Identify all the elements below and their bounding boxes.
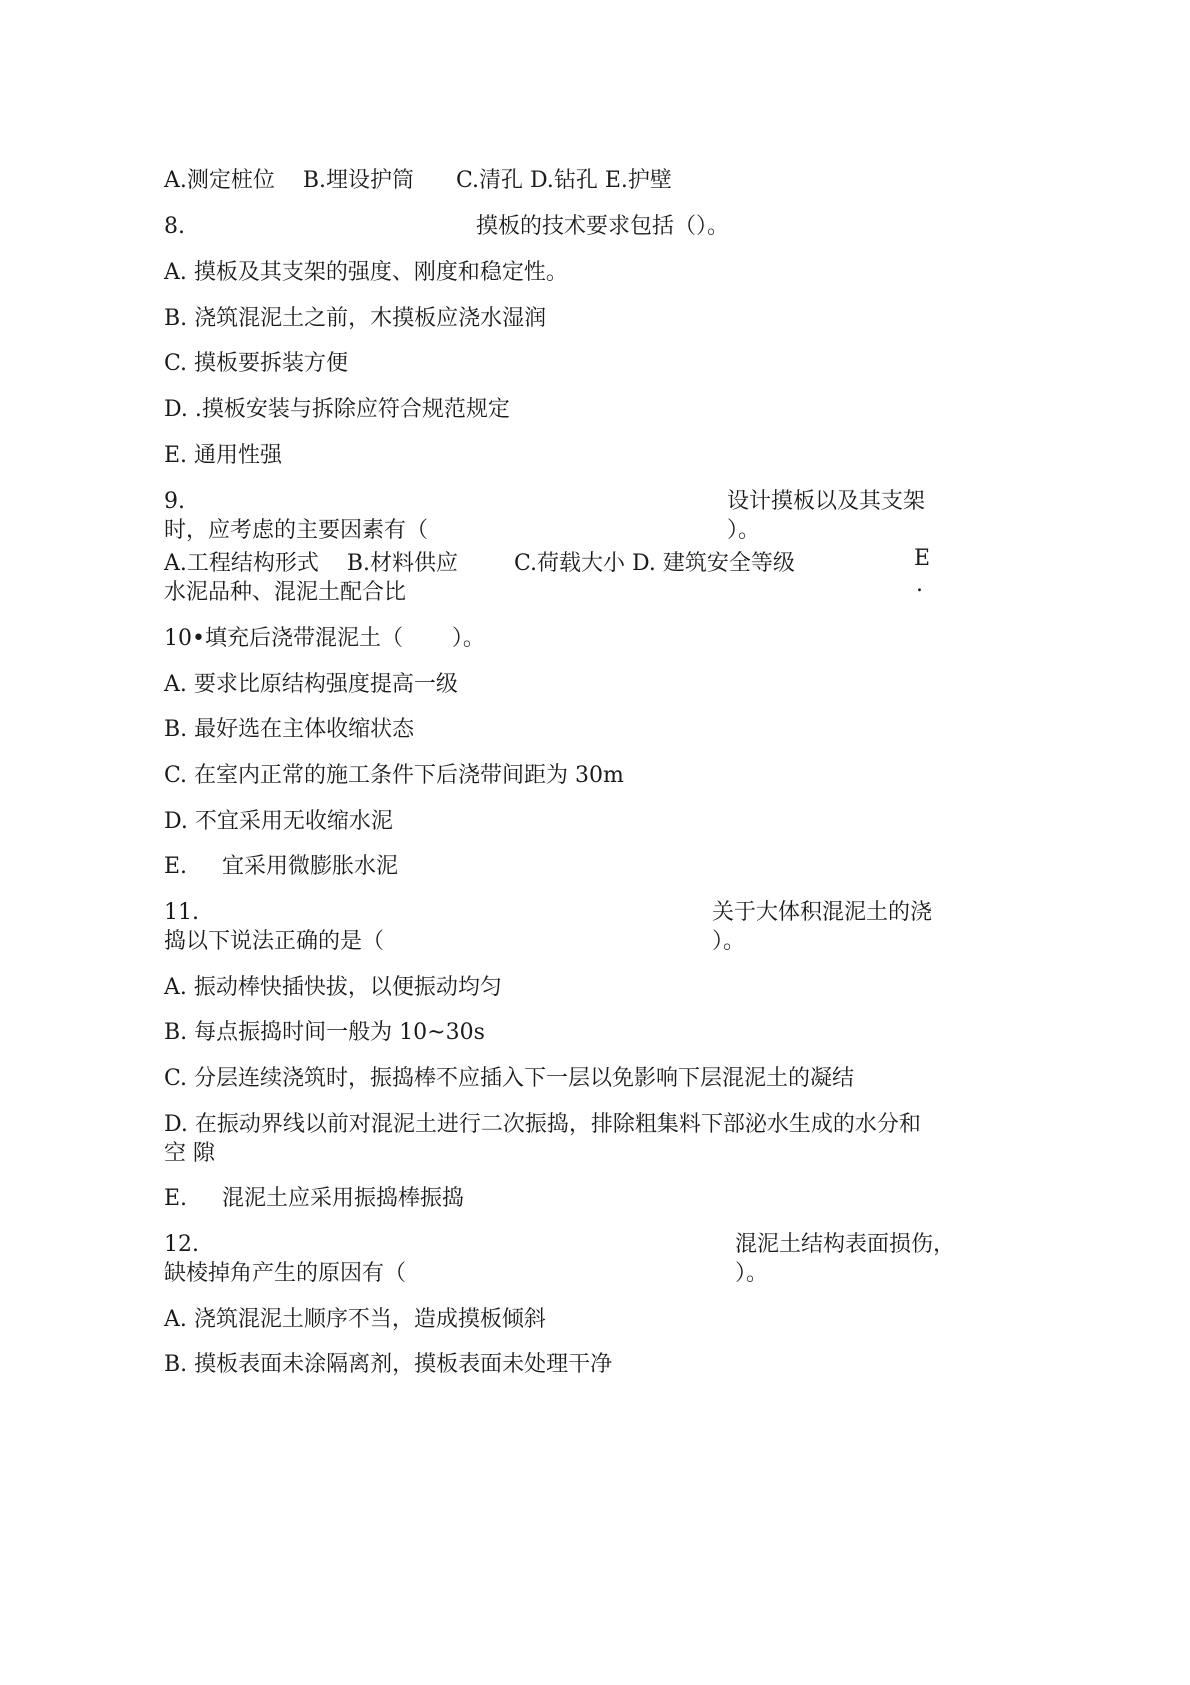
q12-stem-part2: 缺棱掉角产生的原因有（ [164, 1261, 407, 1286]
q9-stem-part2: 时，应考虑的主要因素有（ [164, 518, 429, 543]
q9-option-e-letter: E [914, 546, 931, 571]
q9-number: 9. [164, 489, 185, 514]
q11-option-d-continued: 空 隙 [164, 1141, 215, 1166]
q10-stem: 10•填充后浇带混泥土（ ）。 [164, 626, 485, 651]
q8-option-a: A. 摸板及其支架的强度、刚度和稳定性。 [164, 260, 568, 285]
q11-option-e: E. 混泥土应采用振捣棒振捣 [164, 1186, 465, 1211]
q11-number: 11. [164, 900, 199, 925]
q11-option-d: D. 在振动界线以前对混泥土进行二次振捣，排除粗集料下部泌水生成的水分和 [164, 1112, 921, 1137]
q9-stem-part1: 设计摸板以及其支架 [727, 489, 926, 514]
q9-option-e-dot: . [916, 572, 923, 597]
q11-option-c: C. 分层连续浇筑时，振捣棒不应插入下一层以免影响下层混泥土的凝结 [164, 1066, 855, 1091]
q8-option-b: B. 浇筑混泥土之前，木摸板应浇水湿润 [164, 306, 547, 331]
q8-option-e: E. 通用性强 [164, 443, 283, 468]
q9-stem-close: ）。 [727, 518, 761, 543]
q9-options-line1: A.工程结构形式 B.材料供应 C.荷载大小 D. 建筑安全等级 [164, 551, 795, 576]
q10-option-b: B. 最好选在主体收缩状态 [164, 717, 415, 742]
q11-stem-part2: 捣以下说法正确的是（ [164, 929, 385, 954]
q12-number: 12. [164, 1232, 199, 1257]
q12-option-b: B. 摸板表面未涂隔离剂，摸板表面未处理干净 [164, 1352, 613, 1377]
q10-option-a: A. 要求比原结构强度提高一级 [164, 672, 458, 697]
q10-option-c: C. 在室内正常的施工条件下后浇带间距为 30m [164, 763, 624, 788]
q8-number: 8. [164, 214, 185, 239]
q12-stem-close: ）。 [735, 1261, 769, 1286]
q11-option-b: B. 每点振捣时间一般为 10~30s [164, 1020, 485, 1045]
q11-stem-close: ）。 [712, 929, 746, 954]
q7-options: A.测定桩位 B.埋设护筒 C.清孔 D.钻孔 E.护壁 [164, 168, 672, 193]
q8-option-d: D. .摸板安装与拆除应符合规范规定 [164, 397, 510, 422]
q10-option-e: E. 宜采用微膨胀水泥 [164, 854, 399, 879]
q11-stem-part1: 关于大体积混泥土的浇 [712, 900, 933, 925]
q10-option-d: D. 不宜采用无收缩水泥 [164, 809, 393, 834]
q12-option-a: A. 浇筑混泥土顺序不当，造成摸板倾斜 [164, 1307, 546, 1332]
q11-option-a: A. 振动棒快插快拔，以便振动均匀 [164, 975, 502, 1000]
q12-stem-part1: 混泥土结构表面损伤， [735, 1232, 956, 1257]
q9-options-line2: 水泥品种、混泥土配合比 [164, 580, 407, 605]
q8-option-c: C. 摸板要拆装方便 [164, 351, 349, 376]
q8-stem: 摸板的技术要求包括（）。 [476, 214, 730, 239]
